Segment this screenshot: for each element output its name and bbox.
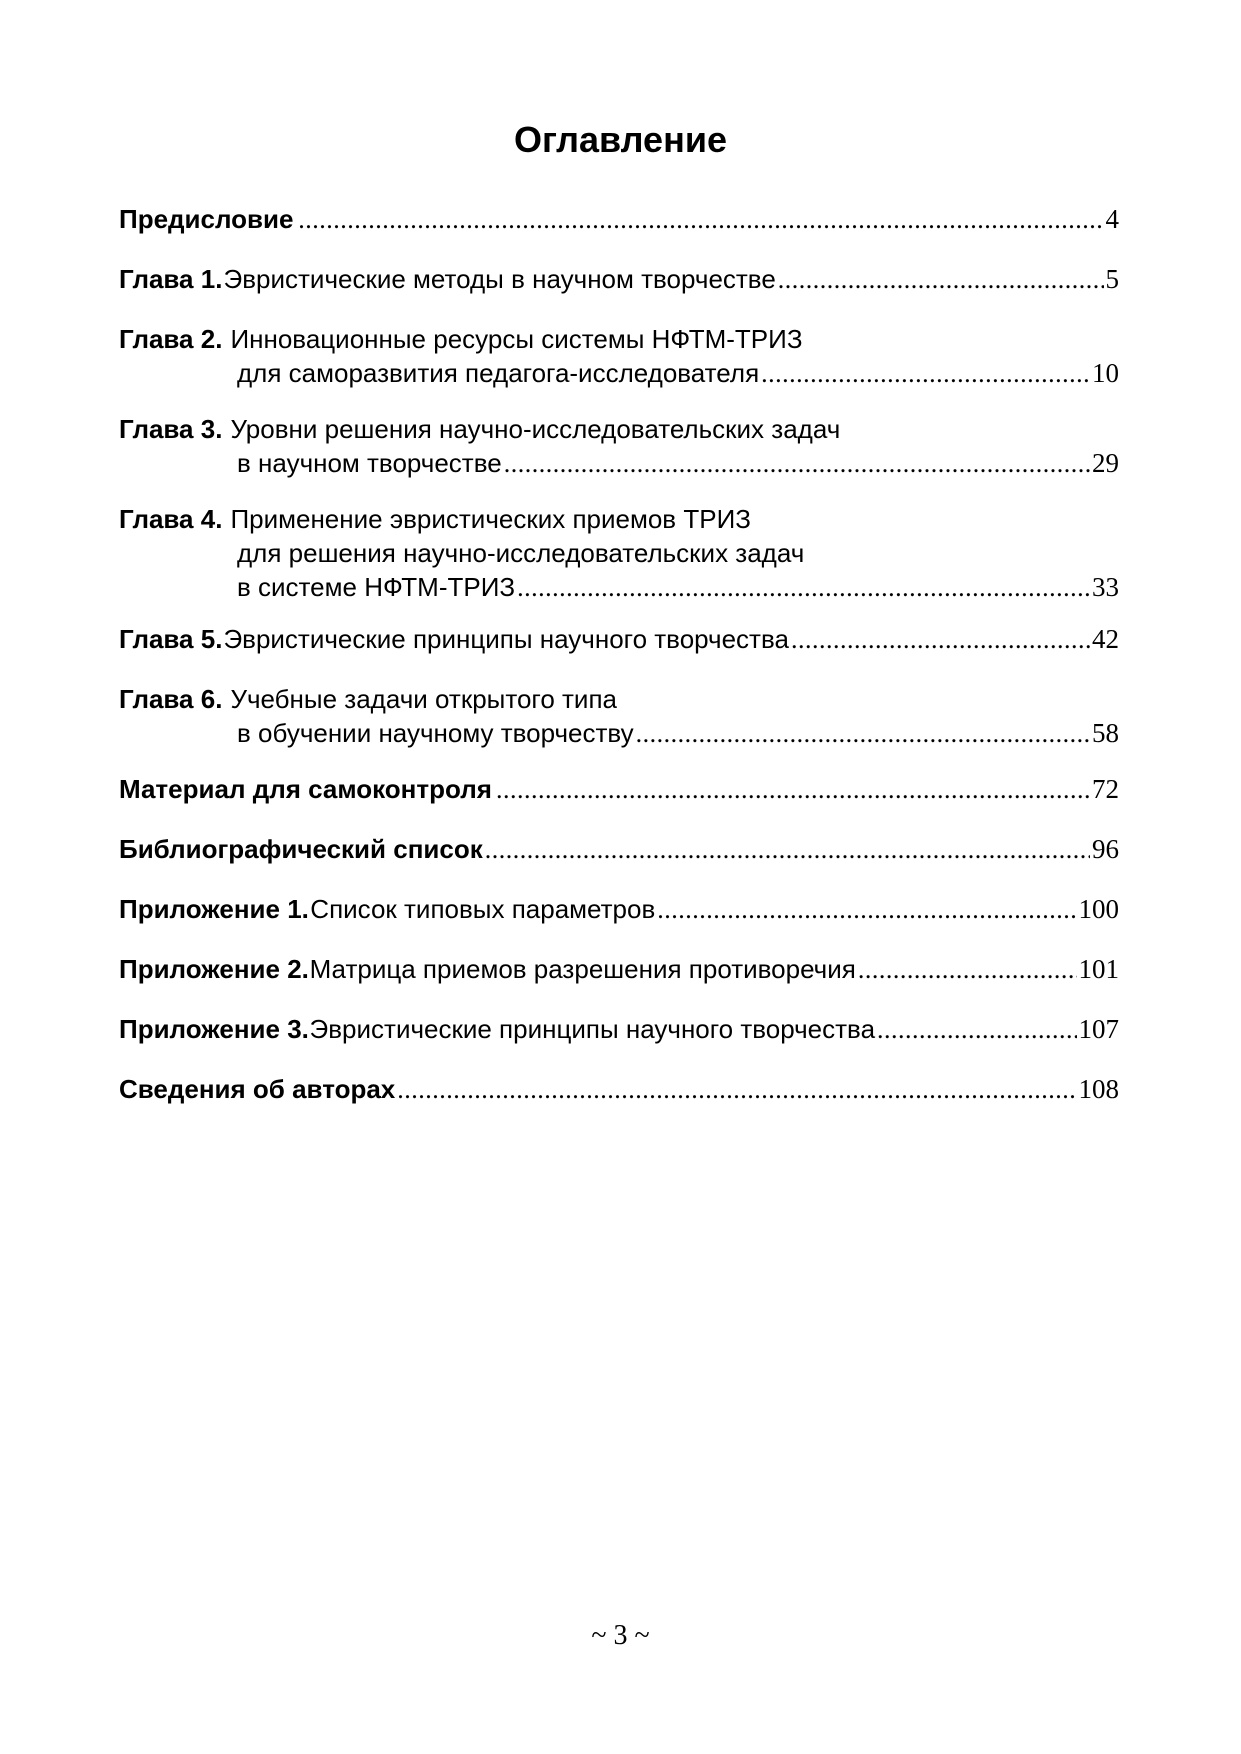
toc-entry-chapter-3[interactable] bbox=[119, 412, 1119, 480]
toc-page-number: 107 bbox=[1078, 1014, 1119, 1044]
dot-leader bbox=[485, 833, 1090, 867]
toc-entry-title: Матрица приемов разрешения противоречия bbox=[309, 954, 856, 984]
toc-entry-title: Эвристические принципы научного творчества bbox=[309, 1014, 876, 1044]
toc-entry-title: Инновационные ресурсы системы НФТМ-ТРИЗ bbox=[230, 324, 803, 354]
toc-page-number: 72 bbox=[1092, 774, 1119, 804]
toc-entry-title: Применение эвристических приемов ТРИЗ bbox=[230, 504, 751, 534]
toc-entry-chapter-1[interactable] bbox=[119, 262, 1119, 296]
dot-leader bbox=[877, 1013, 1076, 1047]
toc-entry-label: Глава 1. bbox=[119, 264, 223, 294]
toc-page-number: 33 bbox=[1092, 572, 1119, 602]
toc-entry-label: Глава 2. bbox=[119, 324, 223, 354]
toc-page-number: 42 bbox=[1092, 624, 1119, 654]
dot-leader bbox=[397, 1073, 1076, 1107]
toc-entry-title: Список типовых параметров bbox=[310, 894, 656, 924]
toc-page-number: 108 bbox=[1078, 1074, 1119, 1104]
toc-entry-title: Эвристические методы в научном творчестве bbox=[223, 264, 776, 294]
toc-page-number: 29 bbox=[1092, 448, 1119, 478]
toc-entry-label: Приложение 1. bbox=[119, 894, 309, 924]
toc-page-number: 100 bbox=[1078, 894, 1119, 924]
toc-page-number: 4 bbox=[1105, 204, 1119, 234]
dot-leader bbox=[791, 623, 1090, 657]
toc-page-number: 5 bbox=[1105, 264, 1119, 294]
toc-entry-appendix-3[interactable] bbox=[119, 1012, 1119, 1046]
toc-page-number: 58 bbox=[1092, 718, 1119, 748]
dot-leader bbox=[504, 447, 1090, 481]
dot-leader bbox=[858, 953, 1077, 987]
toc-entry-authors[interactable] bbox=[119, 1072, 1119, 1106]
dot-leader bbox=[778, 263, 1104, 297]
toc-entry-title-continued: в обучении научному творчеству bbox=[237, 718, 634, 748]
toc-page-number: 10 bbox=[1092, 358, 1119, 388]
toc-entry-chapter-6[interactable] bbox=[119, 682, 1119, 750]
toc-entry-title-continued: для решения научно-исследовательских задач bbox=[237, 538, 805, 568]
toc-entry-label: Материал для самоконтроля bbox=[119, 774, 492, 804]
page-title: Оглавление bbox=[514, 119, 727, 160]
toc-entry-label: Глава 5. bbox=[119, 624, 223, 654]
dot-leader bbox=[298, 203, 1103, 237]
toc-entry-title-continued: для саморазвития педагога-исследователя bbox=[237, 358, 760, 388]
toc-entry-self-control[interactable] bbox=[119, 772, 1119, 806]
toc-entry-label: Библиографический список bbox=[119, 834, 483, 864]
dot-leader bbox=[496, 773, 1090, 807]
dot-leader bbox=[636, 717, 1090, 751]
dot-leader bbox=[517, 571, 1090, 605]
toc-entry-title: Эвристические принципы научного творчества bbox=[223, 624, 789, 654]
toc-entry-label: Глава 4. bbox=[119, 504, 223, 534]
dot-leader bbox=[657, 893, 1076, 927]
toc-entry-label: Приложение 3. bbox=[119, 1014, 309, 1044]
toc-entry-title-continued: в системе НФТМ-ТРИЗ bbox=[237, 572, 516, 602]
toc-entry-label: Глава 6. bbox=[119, 684, 223, 714]
toc-entry-label: Приложение 2. bbox=[119, 954, 309, 984]
toc-entry-label: Глава 3. bbox=[119, 414, 223, 444]
toc-page-number: 101 bbox=[1078, 954, 1119, 984]
toc-entry-chapter-4[interactable] bbox=[119, 502, 1119, 604]
toc-entry-label: Сведения об авторах bbox=[119, 1074, 396, 1104]
page-number-footer: ~ 3 ~ bbox=[591, 1620, 650, 1651]
dot-leader bbox=[761, 357, 1090, 391]
toc-page-number: 96 bbox=[1092, 834, 1119, 864]
toc-entry-title: Учебные задачи открытого типа bbox=[230, 684, 617, 714]
toc-entry-preface[interactable] bbox=[119, 202, 1119, 236]
toc-entry-appendix-2[interactable] bbox=[119, 952, 1119, 986]
toc-entry-title: Уровни решения научно-исследовательских задач bbox=[230, 414, 841, 444]
toc-entry-chapter-5[interactable] bbox=[119, 622, 1119, 656]
toc-entry-title-continued: в научном творчестве bbox=[237, 448, 502, 478]
toc-entry-chapter-2[interactable] bbox=[119, 322, 1119, 390]
toc-entry-bibliography[interactable] bbox=[119, 832, 1119, 866]
toc-entry-appendix-1[interactable] bbox=[119, 892, 1119, 926]
toc-entry-label: Предисловие bbox=[119, 204, 294, 234]
